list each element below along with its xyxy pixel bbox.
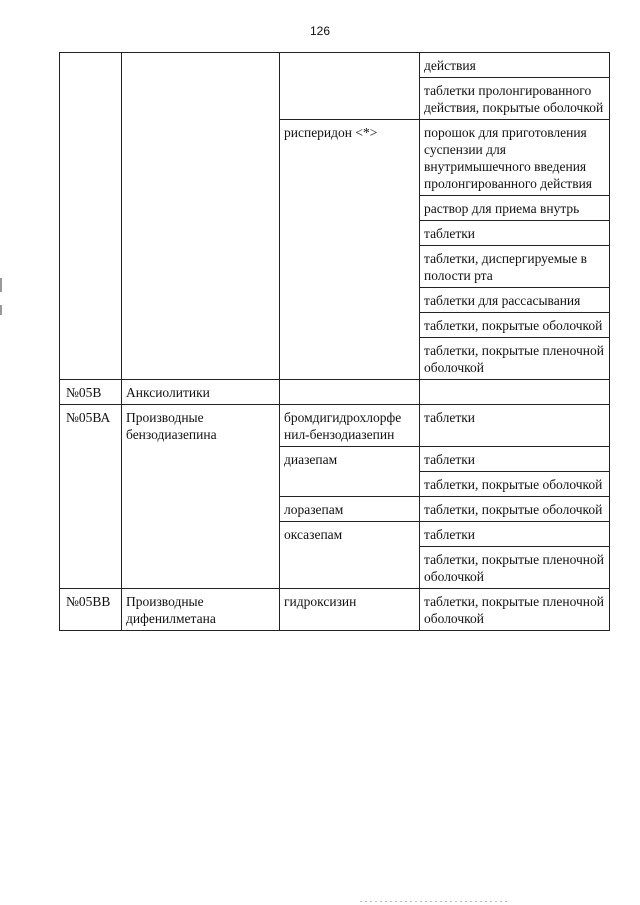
atc-code-cell: №05В [60, 380, 122, 405]
page-number: 126 [309, 24, 331, 38]
atc-code-cell: №05ВВ [60, 589, 122, 631]
atc-code-cell: №05ВА [60, 405, 122, 589]
table-row [60, 380, 610, 405]
dosage-form-cell [420, 380, 610, 405]
dosage-form-cell: раствор для приема внутрь [420, 196, 610, 221]
dosage-form-cell: таблетки [420, 522, 610, 547]
dosage-form-cell: таблетки, покрытые оболочкой [420, 472, 610, 497]
scan-edge-noise [360, 901, 510, 902]
dosage-form-cell: таблетки [420, 405, 610, 447]
drug-name-cell: диазепам [280, 447, 420, 497]
scan-margin-mark [0, 278, 2, 292]
dosage-form-cell: порошок для приготовления суспензии для внутримышечного введения пролонгированного действия [420, 120, 610, 196]
dosage-form-cell: таблетки, покрытые оболочкой [420, 497, 610, 522]
group-name-cell: Производные дифенилметана [122, 589, 280, 631]
dosage-form-cell: таблетки, покрытые пленочной оболочкой [420, 589, 610, 631]
dosage-form-cell: таблетки, покрытые пленочной оболочкой [420, 338, 610, 380]
dosage-form-cell: таблетки, покрытые пленочной оболочкой [420, 547, 610, 589]
drug-name-cell [280, 380, 420, 405]
group-name-cell: Производные бензодиазепина [122, 405, 280, 589]
drug-name-cell [280, 53, 420, 120]
dosage-form-cell: таблетки, покрытые оболочкой [420, 313, 610, 338]
table-row [60, 53, 610, 78]
atc-code-cell [60, 53, 122, 380]
drug-name-cell: оксазепам [280, 522, 420, 589]
table-row [60, 405, 610, 447]
drug-name-cell: лоразепам [280, 497, 420, 522]
group-name-cell [122, 53, 280, 380]
dosage-form-cell: таблетки пролонгированного действия, покрытые оболочкой [420, 78, 610, 120]
scan-margin-mark [0, 305, 2, 315]
drug-table [59, 52, 610, 631]
dosage-form-cell: таблетки для рассасывания [420, 288, 610, 313]
drug-name-cell: гидроксизин [280, 589, 420, 631]
dosage-form-cell: таблетки, диспергируемые в полости рта [420, 246, 610, 288]
dosage-form-cell: таблетки [420, 447, 610, 472]
drug-name-cell: бромдигидрохлорфе нил-бензодиазепин [280, 405, 420, 447]
table-row [60, 589, 610, 631]
dosage-form-cell: действия [420, 53, 610, 78]
group-name-cell: Анксиолитики [122, 380, 280, 405]
dosage-form-cell: таблетки [420, 221, 610, 246]
drug-name-cell: рисперидон <*> [280, 120, 420, 380]
